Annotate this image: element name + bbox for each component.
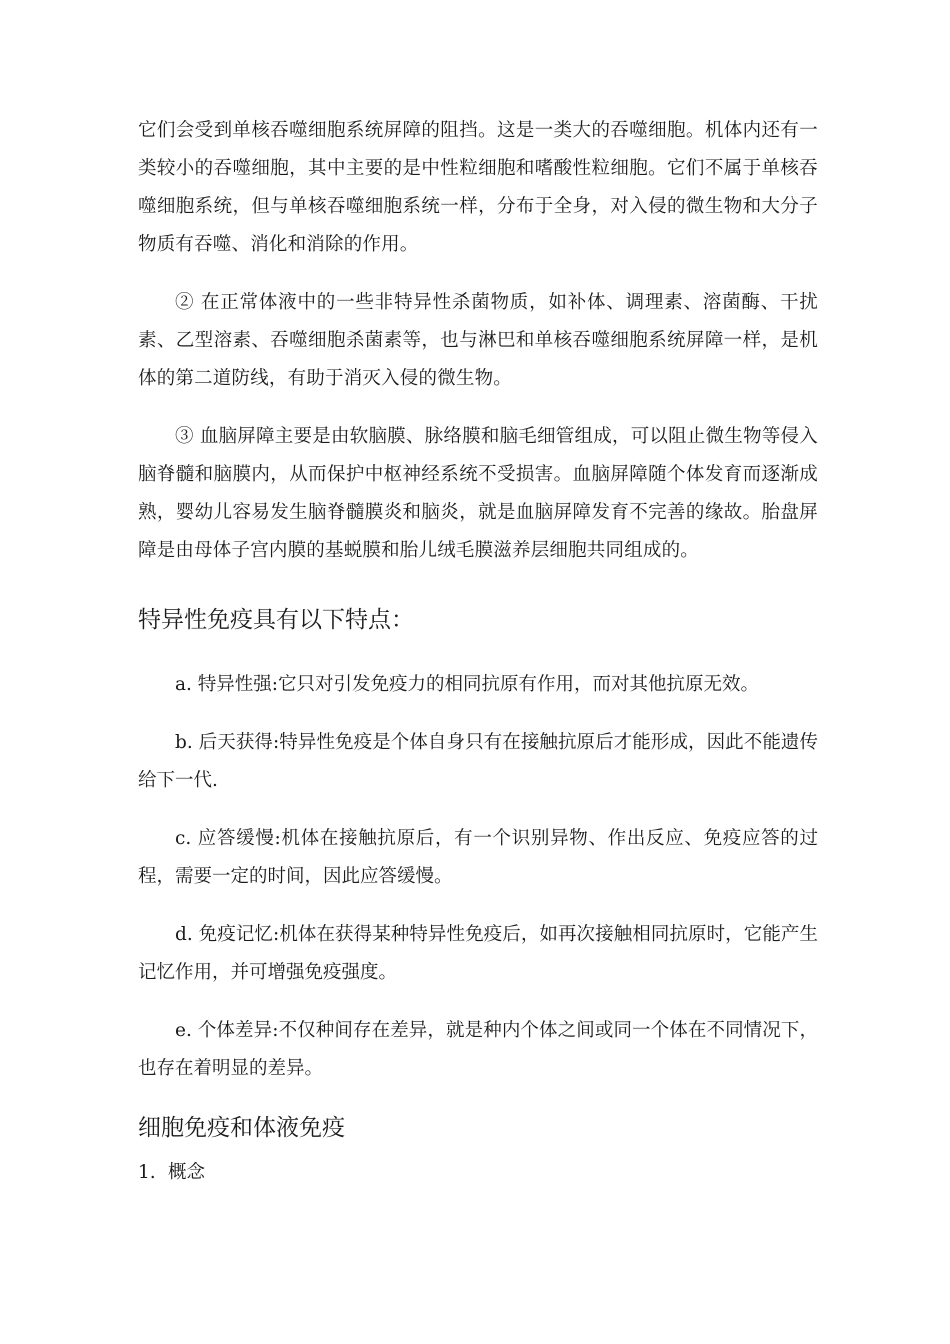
feature-item-a: a. 特异性强:它只对引发免疫力的相同抗原有作用，而对其他抗原无效。 [175, 674, 760, 695]
feature-item-c: c. 应答缓慢:机体在接触抗原后，有一个识别异物、作出反应、免疫应答的过程，需要一定的时间，因此应答缓慢。 [138, 828, 818, 887]
list-item-text: 概念 [168, 1162, 206, 1183]
feature-item-e: e. 个体差异:不仅种间存在差异，就是种内个体之间或同一个体在不同情况下，也存在着明显的差异。 [138, 1020, 818, 1079]
document-page [138, 112, 818, 1192]
list-number: 1. [138, 1162, 156, 1183]
paragraph-blood-brain-barrier: ③ 血脑屏障主要是由软脑膜、脉络膜和脑毛细管组成，可以阻止微生物等侵入脑脊髓和脑膜内，从而保护中枢神经系统不受损害。血脑屏障随个体发育而逐渐成熟，婴幼儿容易发生脑脊髓膜炎和脑炎，就是血脑屏障发育不完善的缘故。胎盘屏障是由母体子宫内膜的基蜕膜和胎儿绒毛膜滋养层细胞共同组成的。 [138, 426, 818, 561]
heading-specific-immunity: 特异性免疫具有以下特点： [138, 607, 414, 633]
paragraph-phagocytes: 它们会受到单核吞噬细胞系统屏障的阻挡。这是一类大的吞噬细胞。机体内还有一类较小的吞噬细胞，其中主要的是中性粒细胞和嗜酸性粒细胞。它们不属于单核吞噬细胞系统，但与单核吞噬细胞系统一样，分布于全身，对入侵的微生物和大分子物质有吞噬、消化和消除的作用。 [138, 120, 818, 255]
heading-cellular-humoral-immunity: 细胞免疫和体液免疫 [138, 1115, 345, 1141]
feature-item-d: d. 免疫记忆:机体在获得某种特异性免疫后，如再次接触相同抗原时，它能产生记忆作用，并可增强免疫强度。 [138, 924, 818, 983]
feature-item-b: b. 后天获得:特异性免疫是个体自身只有在接触抗原后才能形成，因此不能遗传给下一代. [138, 732, 818, 791]
numbered-list-item [138, 1154, 818, 1192]
paragraph-bactericidal-substances: ② 在正常体液中的一些非特异性杀菌物质，如补体、调理素、溶菌酶、干扰素、乙型溶素、吞噬细胞杀菌素等，也与淋巴和单核吞噬细胞系统屏障一样，是机体的第二道防线，有助于消灭入侵的微生物。 [138, 292, 818, 389]
